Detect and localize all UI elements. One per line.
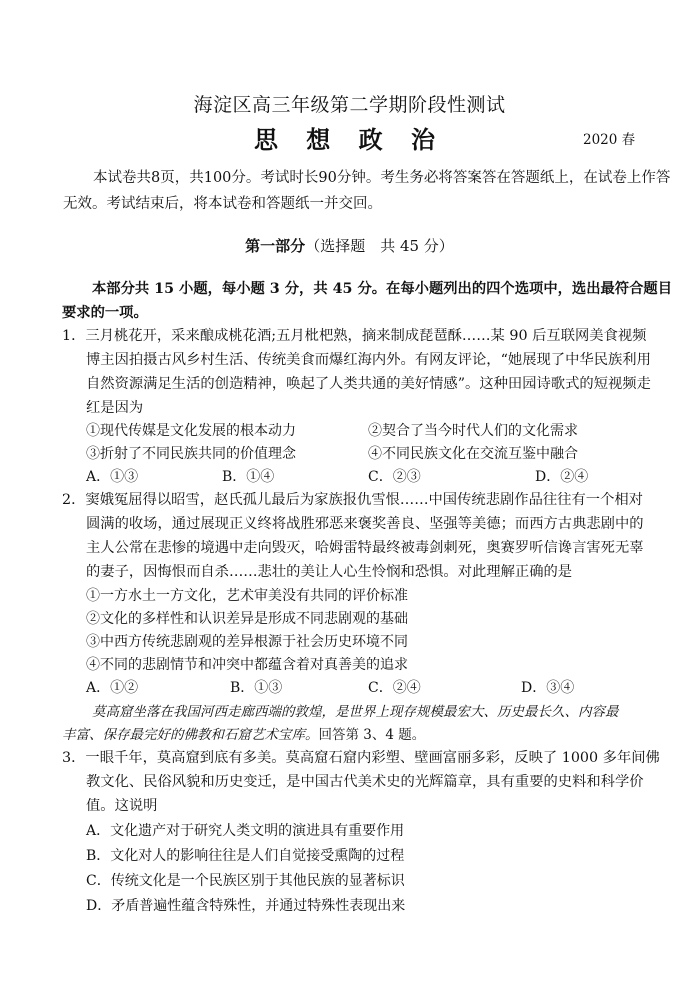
part1-instructions-2: 要求的一项。 <box>62 305 148 321</box>
q2-option-c: C．②④ <box>368 680 421 696</box>
q1-line-2: 博主因拍摄古风乡村生活、传统美食而爆红海内外。有网友评论，“她展现了中华民族利用 <box>86 352 651 368</box>
q1-statement-1: ①现代传媒是文化发展的根本动力 <box>86 423 296 439</box>
q1-statement-3: ③折射了不同民族共同的价值理念 <box>86 446 296 462</box>
q2-option-a: A．①② <box>86 680 139 696</box>
q2-option-b: B．①③ <box>230 680 283 696</box>
exam-title: 海淀区高三年级第二学期阶段性测试 <box>193 94 506 116</box>
q3-line-1: 3．一眼千年，莫高窟到底有多美。莫高窟石窟内彩塑、壁画富丽多彩，反映了 1000 多年间佛 <box>62 750 660 766</box>
q2-option-d: D．③④ <box>521 680 575 696</box>
q1-statement-2: ②契合了当今时代人们的文化需求 <box>368 423 578 439</box>
passage-line-1: 莫高窟坐落在我国河西走廊西端的敦煌，是世界上现存规模最宏大、历史最长久、内容最 <box>92 704 619 720</box>
q3-option-d: D．矛盾普遍性蕴含特殊性，并通过特殊性表现出来 <box>86 898 406 914</box>
part1-instructions-1: 本部分共 15 小题，每小题 3 分，共 45 分。在每小题列出的四个选项中，选出最符合题目 <box>92 281 672 297</box>
q2-line-1: 2．窦娥冤屈得以昭雪，赵氏孤儿最后为家族报仇雪恨……中国传统悲剧作品往往有一个相对 <box>62 492 643 508</box>
q1-statement-4: ④不同民族文化在交流互鉴中融合 <box>368 446 578 462</box>
q2-line-3: 主人公常在悲惨的境遇中走向毁灭，哈姆雷特最终被毒剑刺死，奥赛罗听信谗言害死无辜 <box>86 540 644 556</box>
q1-line-1: 1．三月桃花开，采来酿成桃花酒;五月枇杷熟，摘来制成琵琶酥……某 90 后互联网美食视频 <box>62 328 647 344</box>
q1-option-b: B．①④ <box>222 469 275 485</box>
q1-option-c: C．②③ <box>368 469 421 485</box>
passage-line-2-rest: 回答第 3、4 题。 <box>318 727 426 743</box>
q1-option-d: D．②④ <box>535 469 589 485</box>
q2-line-4: 的妻子，因悔恨而自杀……悲壮的美让人心生怜悯和恐惧。对此理解正确的是 <box>86 564 573 580</box>
part1-heading-rest: （选择题 共 45 分） <box>305 237 454 255</box>
q1-line-3: 自然资源满足生活的创造精神，唤起了人类共通的美好情感”。这种田园诗歌式的短视频走 <box>86 376 651 392</box>
q2-line-2: 圆满的收场，通过展现正义终将战胜邪恶来褒奖善良、坚强等美德；而西方古典悲剧中的 <box>86 516 644 532</box>
q2-statement-3: ③中西方传统悲剧观的差异根源于社会历史环境不同 <box>86 634 408 650</box>
q2-statement-4: ④不同的悲剧情节和冲突中都蕴含着对真善美的追求 <box>86 657 408 673</box>
q1-line-4: 红是因为 <box>86 400 144 416</box>
part1-heading-bold: 第一部分 <box>245 237 306 255</box>
q3-option-a: A．文化遗产对于研究人类文明的演进具有重要作用 <box>86 823 405 839</box>
exam-year: 2020 春 <box>583 132 636 148</box>
part1-heading <box>0 235 699 256</box>
q3-option-b: B．文化对人的影响往往是人们自觉接受熏陶的过程 <box>86 848 405 864</box>
q2-statement-1: ①一方水土一方文化，艺术审美没有共同的评价标准 <box>86 588 408 604</box>
q1-option-a: A．①③ <box>86 469 139 485</box>
passage-line-2-italic: 丰富、保存最完好的佛教和石窟艺术宝库。 <box>62 727 319 743</box>
intro-line-2: 无效。考试结束后，将本试卷和答题纸一并交回。 <box>63 196 382 212</box>
passage-line-2 <box>62 723 425 743</box>
intro-line-1: 本试卷共8页，共100分。考试时长90分钟。考生务必将答案答在答题纸上，在试卷上作答 <box>93 170 671 186</box>
q3-line-2: 教文化、民俗风貌和历史变迁，是中国古代美术史的光辉篇章，具有重要的史料和科学价 <box>86 774 644 790</box>
q3-line-3: 值。这说明 <box>86 798 158 814</box>
q3-option-c: C．传统文化是一个民族区别于其他民族的显著标识 <box>86 873 405 889</box>
subject-title: 思 想 政 治 <box>253 125 446 154</box>
q2-statement-2: ②文化的多样性和认识差异是形成不同悲剧观的基础 <box>86 611 408 627</box>
